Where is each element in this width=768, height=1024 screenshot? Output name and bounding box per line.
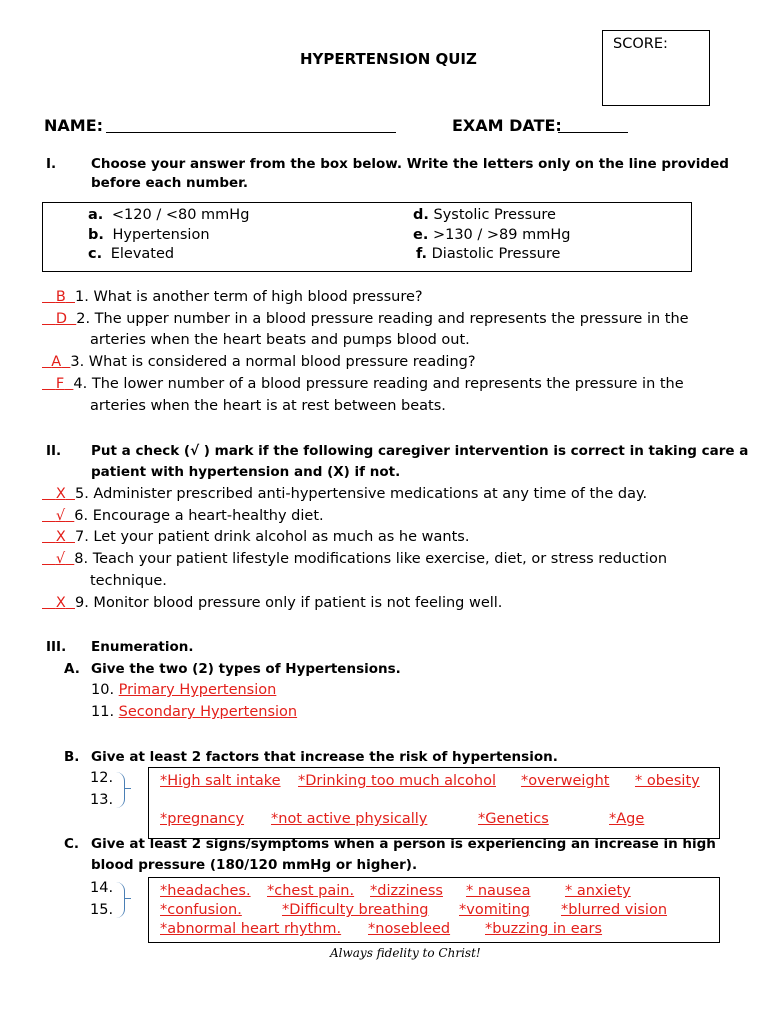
item-5: X 5. Administer prescribed anti-hypertensive medications at any time of the day. xyxy=(42,486,647,502)
choice-d: d. Systolic Pressure xyxy=(413,207,556,223)
part-c-label: C. xyxy=(64,836,80,852)
symptom-4: * nausea xyxy=(466,883,531,899)
num-12: 12. xyxy=(90,770,114,786)
section3-numeral: III. xyxy=(46,639,67,655)
item-9: X 9. Monitor blood pressure only if patient is not feeling well. xyxy=(42,595,502,611)
symptom-7: *Difficulty breathing xyxy=(282,902,429,918)
symptom-5: * anxiety xyxy=(565,883,631,899)
symptom-9: *blurred vision xyxy=(561,902,668,918)
item-6: √ 6. Encourage a heart-healthy diet. xyxy=(42,508,324,524)
symptom-3: *dizziness xyxy=(370,883,443,899)
section2-instruction-2: patient with hypertension and (X) if not. xyxy=(91,464,401,480)
question-1: B 1. What is another term of high blood pressure? xyxy=(42,289,423,305)
part-a-label: A. xyxy=(64,661,80,677)
answer-8[interactable]: √ xyxy=(55,551,66,567)
symptom-8: *vomiting xyxy=(459,902,530,918)
section1-numeral: I. xyxy=(46,156,57,172)
question-4-cont: arteries when the heart is at rest between beats. xyxy=(90,398,446,414)
choice-f: f. Diastolic Pressure xyxy=(416,246,561,262)
symptom-12: *buzzing in ears xyxy=(485,921,603,937)
num-14: 14. xyxy=(90,880,114,896)
symptom-11: *nosebleed xyxy=(368,921,451,937)
symptom-1: *headaches. xyxy=(160,883,251,899)
answer-4[interactable]: F xyxy=(55,376,65,392)
brace-c xyxy=(116,882,125,918)
answer-6[interactable]: √ xyxy=(55,508,66,524)
footer-motto: Always fidelity to Christ! xyxy=(330,946,481,960)
section2-numeral: II. xyxy=(46,443,62,459)
item-8-cont: technique. xyxy=(90,573,167,589)
question-3: A 3. What is considered a normal blood pressure reading? xyxy=(42,354,476,370)
exam-date-line[interactable] xyxy=(558,132,628,133)
section2-instruction-1: Put a check (√ ) mark if the following caregiver intervention is correct in taking care a xyxy=(91,443,749,459)
answer-5[interactable]: X xyxy=(55,486,66,502)
factor-6: *not active physically xyxy=(271,811,428,827)
factor-1: *High salt intake xyxy=(160,773,281,789)
score-label: SCORE: xyxy=(613,36,668,52)
answer-11: 11. Secondary Hypertension xyxy=(91,704,298,720)
section1-instruction-2: before each number. xyxy=(91,175,249,191)
choice-b: b. Hypertension xyxy=(88,227,210,243)
exam-date-label: EXAM DATE: xyxy=(452,116,562,135)
factor-4: * obesity xyxy=(635,773,700,789)
question-2-cont: arteries when the heart beats and pumps blood out. xyxy=(90,332,470,348)
answer-3[interactable]: A xyxy=(51,354,62,370)
section3-title: Enumeration. xyxy=(91,639,194,655)
factor-5: *pregnancy xyxy=(160,811,245,827)
item-8: √ 8. Teach your patient lifestyle modifications like exercise, diet, or stress reduction xyxy=(42,551,667,567)
name-label: NAME: xyxy=(44,116,104,135)
name-line[interactable] xyxy=(106,132,396,133)
choice-c: c. Elevated xyxy=(88,246,175,262)
part-b-label: B. xyxy=(64,749,80,765)
page-title: HYPERTENSION QUIZ xyxy=(300,50,477,68)
choice-e: e. >130 / >89 mmHg xyxy=(413,227,571,243)
factor-3: *overweight xyxy=(521,773,610,789)
factor-7: *Genetics xyxy=(478,811,549,827)
answer-1[interactable]: B xyxy=(55,289,66,305)
section1-instruction-1: Choose your answer from the box below. Write the letters only on the line provided xyxy=(91,156,729,172)
choice-a: a. <120 / <80 mmHg xyxy=(88,207,250,223)
question-2: D 2. The upper number in a blood pressure reading and represents the pressure in the xyxy=(42,311,689,327)
brace-b xyxy=(116,772,125,808)
answer-9[interactable]: X xyxy=(55,595,66,611)
symptom-10: *abnormal heart rhythm. xyxy=(160,921,342,937)
item-7: X 7. Let your patient drink alcohol as much as he wants. xyxy=(42,529,469,545)
part-c-question-2: blood pressure (180/120 mmHg or higher). xyxy=(91,857,418,873)
num-15: 15. xyxy=(90,902,114,918)
symptom-2: *chest pain. xyxy=(267,883,355,899)
answer-7[interactable]: X xyxy=(55,529,66,545)
part-c-question-1: Give at least 2 signs/symptoms when a person is experiencing an increase in high xyxy=(91,836,716,852)
question-4: F 4. The lower number of a blood pressure reading and represents the pressure in the xyxy=(42,376,684,392)
num-13: 13. xyxy=(90,792,114,808)
answer-2[interactable]: D xyxy=(55,311,67,327)
symptom-6: *confusion. xyxy=(160,902,242,918)
factor-8: *Age xyxy=(609,811,645,827)
part-b-question: Give at least 2 factors that increase the risk of hypertension. xyxy=(91,749,558,765)
factor-2: *Drinking too much alcohol xyxy=(298,773,496,789)
answer-10: 10. Primary Hypertension xyxy=(91,682,277,698)
part-a-question: Give the two (2) types of Hypertensions. xyxy=(91,661,401,677)
